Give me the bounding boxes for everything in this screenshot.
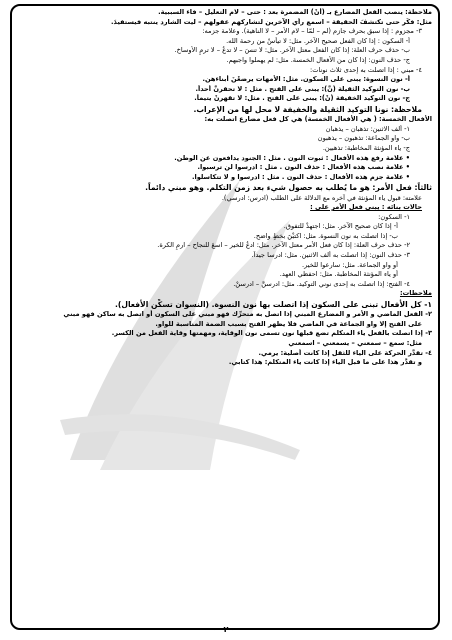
text-line: • علامة رفع هذه الأفعال : ثبوت النون . مثل : الجنود يدافعون عن الوطن. bbox=[174, 153, 410, 162]
text-line: ج- حذف النون: إذا كان من الأفعال الخمسة. مثل: لم يهملوا واجبهم. bbox=[226, 55, 410, 64]
text-line: ثالثاً: فعل الأمر: هو ما يُطلب به حصول شيء بعد زمن التكلم. وهو مبني دائماً. bbox=[145, 183, 432, 193]
text-line: ج- ياء المؤنثة المخاطبة: تذهبين. bbox=[322, 143, 410, 152]
text-line: ملاحظة: ينصب الفعل المضارع بـ (أنْ) المضمرة بعد : حتى – لام التعليل – فاء السببية. bbox=[158, 8, 432, 16]
text-line: على الفتح إلا واو الجماعة في الماضي فلا يظهر الفتح بسبب الضمة المناسبة للواو. bbox=[155, 319, 422, 328]
text-line: ١- ألف الاثنين: تذهبان – يذهبان bbox=[325, 124, 410, 133]
text-line: أ- نون النسوة: يبنى على السكون. مثل: الأمهات يرضعْنَ أبناءهن. bbox=[202, 75, 410, 84]
text-line: ٤- الفتح: إذا اتصلت به إحدى نوني التوكيد. مثل: ادرسنَّ – ادرسنْ. bbox=[233, 279, 410, 288]
text-line: ٣- حذف النون: إذا اتصلت به ألف الاثنين. مثل: ادرسا جيداً. bbox=[251, 251, 410, 260]
text-line: ب- واو الجماعة: تذهبون – يذهبون bbox=[317, 134, 410, 143]
text-line: الأفعال الخمسة: ( هي الأفعال الخمسة) هي كل فعل مضارع اتصلت به: bbox=[204, 115, 432, 124]
text-line: ١- كل الأفعال تبنى على السكون إذا اتصلت بها نون النسوة. (النسوان تسكِّن الأفعال). bbox=[115, 300, 432, 310]
text-line: ج- نون التوكيد الخفيفة (نْ): يبنى على الفتح . مثل: لا تقهرنْ يتيماً. bbox=[194, 94, 410, 103]
text-line: ب- نون التوكيد الثقيلة (نَّ): يبنى على الفتح . مثل : لا تحقرنَّ أحداً. bbox=[195, 84, 410, 93]
text-line: ٣- إذا اتصلت بالفعل ياء المتكلم تضع قبلها نون تسمى نون الوقاية، ومهمتها وقاية الفعل من الكسر. bbox=[111, 329, 432, 338]
text-line: ب- إذا اتصلت به نون النسوة. مثل: اكتبْنَ بخطٍ واضح. bbox=[253, 231, 398, 240]
text-line: ٤- تقدَّر الحركة على الياء للثقل إذا كانت أصلية: يرمي. bbox=[258, 348, 432, 357]
text-line: مثل: فكِّر حتى تكتشفَ الحقيقة – اسمع رأي الآخرين لتشاركهم عقولهم – ليت الشارد ينتبه فيستفيدَ. bbox=[111, 17, 432, 26]
text-line: ملاحظة: نونا التوكيد الثقيلة والخفيفة لا محل لها من الإعراب. bbox=[193, 104, 422, 114]
text-line: ٤- مبني : إذا اتصلت به إحدى ثلاث نونات: bbox=[310, 65, 422, 74]
text-line: ٣- مجزوم : إذا سبق بحرف جازم (لم – لمّا – لام الأمر – لا الناهية). وعلامة جزمه: bbox=[202, 27, 422, 36]
text-line: أو واو الجماعة. مثل: سارعوا للخير. bbox=[302, 260, 398, 269]
page-frame bbox=[10, 4, 440, 630]
text-line: و تقدَّر هذا على ما قبل الياء إذا كانت ياء المتكلم: هذا كتابي. bbox=[228, 358, 422, 367]
text-line: ب- حذف حرف العلة: إذا كان الفعل معتل الآخر. مثل: لا تنسَ – لا تدعُ – لا ترمِ الأوساخ. bbox=[174, 46, 410, 55]
text-line: • علامة نصب هذه الأفعال : حذف النون . مثل : ادرسوا لن ترسبوا. bbox=[197, 163, 410, 172]
text-line: ٢- حذف حرف العلة: إذا كان فعل الأمر معتل الآخر. مثل: ادعُ للخير – اسعَ للنجاح – ارمِ الكرة. bbox=[157, 241, 410, 250]
text-line: أ- إذا كان صحيح الآخر. مثل: اجتهدْ للتفوق. bbox=[283, 222, 398, 231]
text-line: • علامة جزم هذه الأفعال : حذف النون . مثل : ادرسوا و لا تتكاسلوا. bbox=[191, 172, 410, 181]
text-line: حالات بنائه : يبنى فعل الأمر على : bbox=[310, 203, 422, 212]
text-line: ٢- الفعل الماضي و الأمر و المضارع المبني إذا اتصل به متحرِّك فهو مبني على السكون أو اتصل به ساكن فهو مبني bbox=[63, 310, 432, 319]
text-line: أ- السكون : إذا كان الفعل صحيح الآخر. مثل: لا تيأسْ من رحمة الله. bbox=[226, 36, 410, 45]
text-line: مثل: سمع – سمعني – يسمعني – اسمعني bbox=[288, 339, 422, 348]
text-line: علامته: قبول ياء المؤنثة في آخره مع الدلالة على الطلب (ادرس: ادرسي). bbox=[221, 193, 422, 202]
text-line: أو ياء المؤنثة المخاطبة. مثل: احفظي العهد. bbox=[279, 270, 398, 279]
text-line: ١- السكون: bbox=[378, 212, 410, 221]
page-number: ~ ٢ ~ bbox=[214, 625, 238, 634]
text-line: ملاحظات: bbox=[399, 289, 432, 298]
